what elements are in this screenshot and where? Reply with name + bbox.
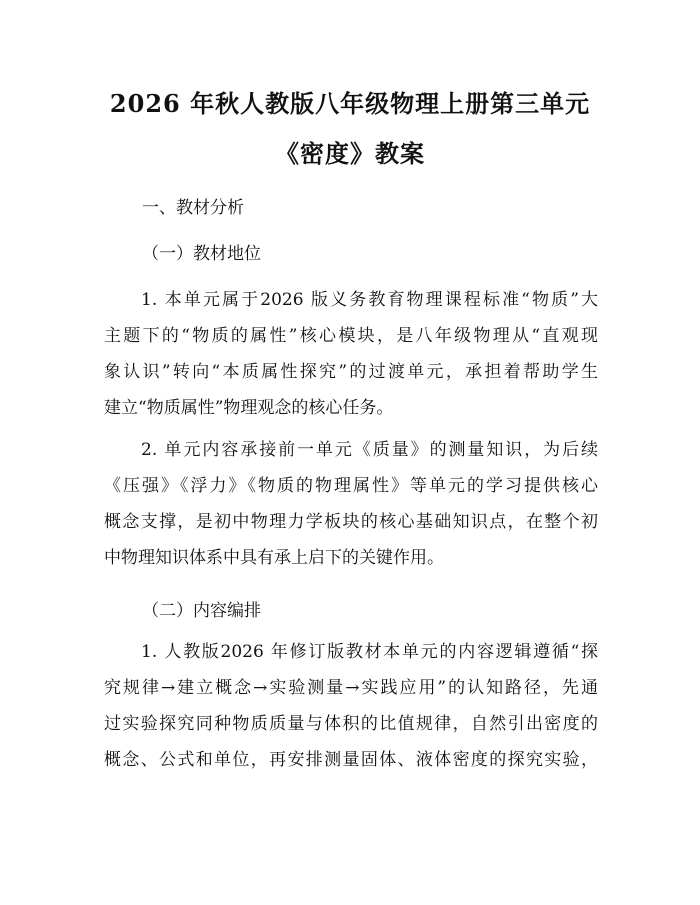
paragraph-unit-connection: [104, 432, 598, 576]
paragraph-line: 概念支撑，是初中物理力学板块的核心基础知识点，在整个初: [104, 512, 598, 532]
paragraph-content-logic: [104, 634, 598, 778]
paragraph-line: 中物理知识体系中具有承上启下的关键作用。: [104, 548, 444, 568]
paragraph-line: 过实验探究同种物质质量与体积的比值规律，自然引出密度的: [104, 714, 598, 734]
paragraph-line: 1. 本单元属于2026 版义务教育物理课程标准“物质”大: [141, 290, 598, 310]
paragraph-line: 主题下的“物质的属性”核心模块，是八年级物理从“直观现: [104, 326, 598, 346]
subsection-heading-textbook-status: （一）教材地位: [142, 244, 261, 264]
subsection-heading-content-arrangement: （二）内容编排: [142, 601, 261, 621]
paragraph-line: 究规律→建立概念→实验测量→实践应用”的认知路径，先通: [104, 678, 598, 698]
paragraph-line: 概念、公式和单位，再安排测量固体、液体密度的探究实验，: [104, 750, 598, 770]
paragraph-unit-position: [104, 282, 598, 426]
section-heading-textbook-analysis: 一、教材分析: [142, 198, 244, 218]
document-title-line-2: 《密度》教案: [275, 139, 425, 168]
paragraph-line: 1. 人教版2026 年修订版教材本单元的内容逻辑遵循“探: [141, 642, 598, 662]
paragraph-line: 2. 单元内容承接前一单元《质量》的测量知识，为后续: [141, 440, 598, 460]
paragraph-line: 建立“物质属性”物理观念的核心任务。: [104, 398, 394, 418]
paragraph-line: 象认识”转向“本质属性探究”的过渡单元，承担着帮助学生: [104, 362, 598, 382]
document-title-line-1: 2026 年秋人教版八年级物理上册第三单元: [109, 89, 591, 118]
paragraph-line: 《压强》《浮力》《物质的物理属性》等单元的学习提供核心: [104, 476, 598, 496]
